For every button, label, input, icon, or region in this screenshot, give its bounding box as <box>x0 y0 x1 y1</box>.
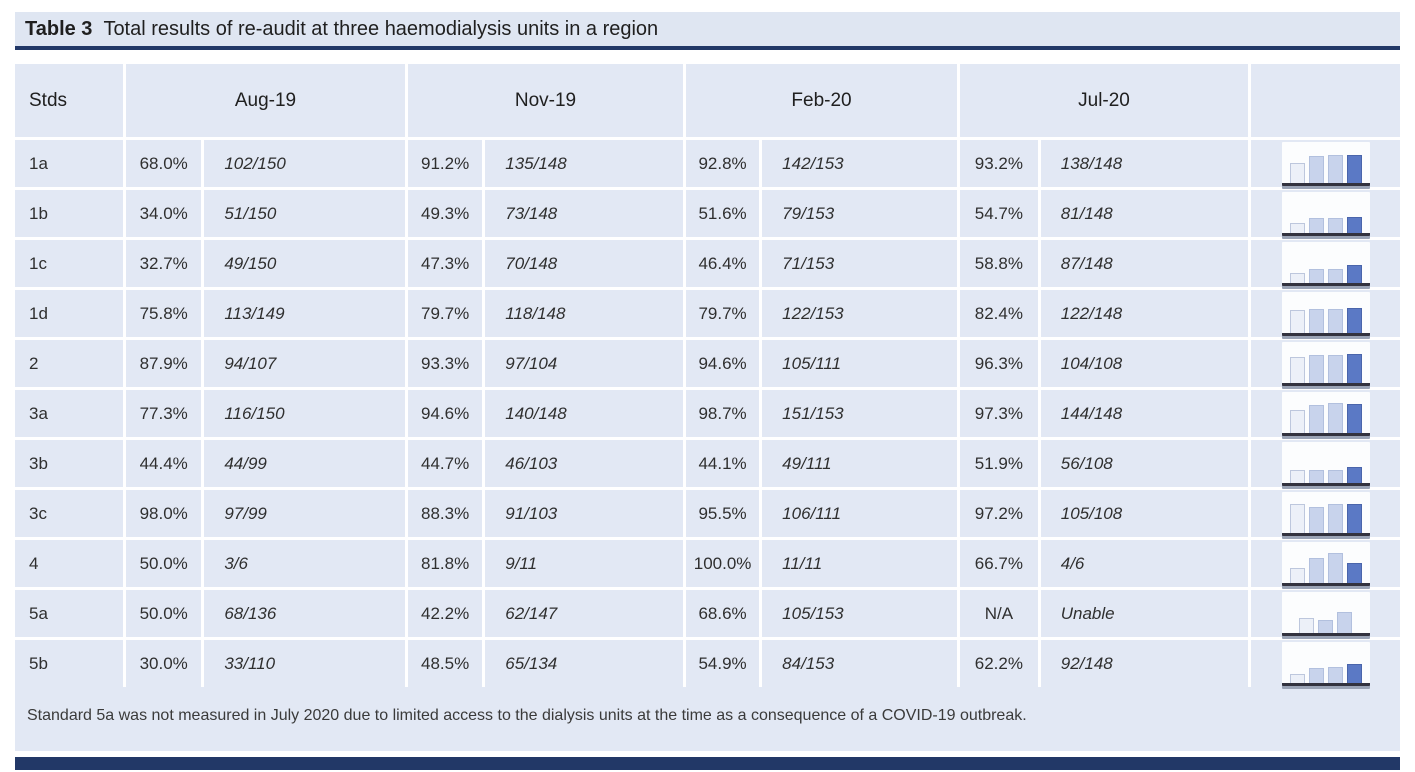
table-title-text: Total results of re-audit at three haemodialysis units in a region <box>103 17 659 40</box>
sparkline-chart <box>1282 242 1370 286</box>
sparkline-cell <box>1248 340 1400 387</box>
period-cell <box>123 440 405 487</box>
sparkline-chart <box>1282 642 1370 686</box>
footnote: Standard 5a was not measured in July 2020 due to limited access to the dialysis units at the time as a consequence of a COVID-19 outbreak. <box>27 707 1027 724</box>
fraction-value: 118/148 <box>482 290 683 337</box>
percentage-value: 44.7% <box>421 453 470 473</box>
sparkline-cell <box>1248 640 1400 687</box>
fraction-value: 65/134 <box>482 640 683 687</box>
spark-bar <box>1290 470 1305 483</box>
percentage-value: 91.2% <box>421 153 470 173</box>
header-sparkline <box>1248 64 1400 137</box>
fraction-value: 87/148 <box>1038 240 1248 287</box>
table-row <box>15 537 1400 587</box>
period-cell <box>405 440 683 487</box>
header-period-jul-20: Jul-20 <box>957 64 1248 137</box>
std-label: 1d <box>29 303 48 323</box>
spark-bar <box>1309 507 1324 533</box>
period-cell <box>957 490 1248 537</box>
percentage-value: 98.0% <box>139 503 188 523</box>
percentage-value: 48.5% <box>421 653 470 673</box>
period-cell <box>683 590 957 637</box>
percentage-value: 62.2% <box>974 653 1023 673</box>
percentage-value: 75.8% <box>139 303 188 323</box>
percentage-value: 68.6% <box>698 603 747 623</box>
stds-cell <box>15 140 123 187</box>
fraction-value: 92/148 <box>1038 640 1248 687</box>
period-cell <box>405 490 683 537</box>
fraction-value: 135/148 <box>482 140 683 187</box>
sparkline-cell <box>1248 240 1400 287</box>
table-row <box>15 637 1400 687</box>
fraction-value: 151/153 <box>759 390 957 437</box>
period-cell <box>683 140 957 187</box>
sparkline-chart <box>1282 492 1370 536</box>
percentage-value: 66.7% <box>974 553 1023 573</box>
stds-cell <box>15 390 123 437</box>
table-title-band <box>15 12 1400 46</box>
fraction-value: 9/11 <box>482 540 683 587</box>
fraction-value: 3/6 <box>201 540 405 587</box>
percentage-value: 44.1% <box>698 453 747 473</box>
percentage-value: 100.0% <box>693 553 752 573</box>
table-header-row <box>15 64 1400 137</box>
sparkline-chart <box>1282 142 1370 186</box>
fraction-value: 140/148 <box>482 390 683 437</box>
std-label: 2 <box>29 353 39 373</box>
period-cell <box>683 240 957 287</box>
fraction-value: 56/108 <box>1038 440 1248 487</box>
percentage-value: 88.3% <box>421 503 470 523</box>
stds-cell <box>15 340 123 387</box>
percentage-value: 95.5% <box>698 503 747 523</box>
percentage-value: 93.2% <box>974 153 1023 173</box>
period-cell <box>123 290 405 337</box>
std-label: 4 <box>29 553 39 573</box>
period-cell <box>123 340 405 387</box>
spark-bar <box>1347 155 1362 183</box>
percentage-value: 58.8% <box>974 253 1023 273</box>
period-cell <box>123 390 405 437</box>
std-label: 1c <box>29 253 47 273</box>
spark-bar <box>1347 563 1362 583</box>
period-cell <box>957 440 1248 487</box>
percentage-value: 44.4% <box>139 453 188 473</box>
spark-bar <box>1328 218 1343 233</box>
period-cell <box>405 290 683 337</box>
spark-bar <box>1328 667 1343 683</box>
spark-bar <box>1347 504 1362 533</box>
sparkline-chart <box>1282 392 1370 436</box>
fraction-value: 51/150 <box>201 190 405 237</box>
period-cell <box>123 540 405 587</box>
spark-bar <box>1290 674 1305 683</box>
period-cell <box>683 290 957 337</box>
spark-bar <box>1337 612 1352 633</box>
std-label: 1b <box>29 203 48 223</box>
spark-bar <box>1309 558 1324 583</box>
spark-bar <box>1290 273 1305 283</box>
table-number-label: Table 3 <box>25 17 93 40</box>
period-cell <box>957 240 1248 287</box>
sparkline-cell <box>1248 290 1400 337</box>
period-cell <box>405 390 683 437</box>
table-panel <box>15 64 1400 751</box>
spark-bar <box>1347 217 1362 233</box>
percentage-value: 94.6% <box>698 353 747 373</box>
fraction-value: 116/150 <box>201 390 405 437</box>
percentage-value: 54.9% <box>698 653 747 673</box>
percentage-value: 93.3% <box>421 353 470 373</box>
sparkline-cell <box>1248 190 1400 237</box>
spark-bar <box>1347 404 1362 433</box>
period-cell <box>957 540 1248 587</box>
stds-cell <box>15 590 123 637</box>
sparkline-cell <box>1248 590 1400 637</box>
bottom-rule <box>15 757 1400 770</box>
spark-bar <box>1347 308 1362 333</box>
sparkline-chart <box>1282 442 1370 486</box>
stds-cell <box>15 190 123 237</box>
table-row <box>15 187 1400 237</box>
period-cell <box>405 140 683 187</box>
std-label: 3c <box>29 503 47 523</box>
percentage-value: 79.7% <box>698 303 747 323</box>
percentage-value: 49.3% <box>421 203 470 223</box>
table-row <box>15 437 1400 487</box>
fraction-value: 46/103 <box>482 440 683 487</box>
period-cell <box>957 190 1248 237</box>
spark-bar <box>1290 223 1305 233</box>
sparkline-chart <box>1282 542 1370 586</box>
percentage-value: 50.0% <box>139 553 188 573</box>
fraction-value: 62/147 <box>482 590 683 637</box>
fraction-value: 106/111 <box>759 490 957 537</box>
period-cell <box>405 240 683 287</box>
fraction-value: 97/99 <box>201 490 405 537</box>
spark-bar <box>1318 620 1333 633</box>
sparkline-cell <box>1248 490 1400 537</box>
percentage-value: 50.0% <box>139 603 188 623</box>
fraction-value: 71/153 <box>759 240 957 287</box>
period-cell <box>957 590 1248 637</box>
spark-bar <box>1309 269 1324 283</box>
fraction-value: 49/111 <box>759 440 957 487</box>
spark-bar <box>1347 467 1362 483</box>
percentage-value: 68.0% <box>139 153 188 173</box>
period-cell <box>683 190 957 237</box>
fraction-value: 94/107 <box>201 340 405 387</box>
fraction-value: 91/103 <box>482 490 683 537</box>
spark-bar <box>1290 504 1305 533</box>
fraction-value: 44/99 <box>201 440 405 487</box>
percentage-value: 54.7% <box>974 203 1023 223</box>
percentage-value: 97.3% <box>974 403 1023 423</box>
period-cell <box>683 490 957 537</box>
percentage-value: 97.2% <box>974 503 1023 523</box>
period-cell <box>123 490 405 537</box>
percentage-value: 82.4% <box>974 303 1023 323</box>
table-row <box>15 237 1400 287</box>
percentage-value: 81.8% <box>421 553 470 573</box>
sparkline-cell <box>1248 140 1400 187</box>
fraction-value: 11/11 <box>759 540 957 587</box>
percentage-value: 51.9% <box>974 453 1023 473</box>
spark-bar <box>1290 310 1305 333</box>
period-cell <box>957 140 1248 187</box>
fraction-value: 138/148 <box>1038 140 1248 187</box>
stds-cell <box>15 640 123 687</box>
period-cell <box>957 340 1248 387</box>
period-cell <box>683 540 957 587</box>
fraction-value: 68/136 <box>201 590 405 637</box>
spark-bar <box>1328 355 1343 383</box>
period-cell <box>683 440 957 487</box>
spark-bar <box>1328 269 1343 283</box>
percentage-value: 47.3% <box>421 253 470 273</box>
table-row <box>15 287 1400 337</box>
table-row <box>15 137 1400 187</box>
sparkline-cell <box>1248 540 1400 587</box>
period-cell <box>405 590 683 637</box>
fraction-value: Unable <box>1038 590 1248 637</box>
fraction-value: 73/148 <box>482 190 683 237</box>
sparkline-chart <box>1282 292 1370 336</box>
period-cell <box>683 640 957 687</box>
period-cell <box>957 640 1248 687</box>
spark-bar <box>1290 568 1305 583</box>
percentage-value: 32.7% <box>139 253 188 273</box>
header-period-aug-19: Aug-19 <box>123 64 405 137</box>
percentage-value: 46.4% <box>698 253 747 273</box>
period-cell <box>123 190 405 237</box>
fraction-value: 70/148 <box>482 240 683 287</box>
fraction-value: 105/108 <box>1038 490 1248 537</box>
spark-bar <box>1328 470 1343 483</box>
std-label: 5a <box>29 603 48 623</box>
fraction-value: 84/153 <box>759 640 957 687</box>
spark-bar <box>1309 355 1324 383</box>
fraction-value: 97/104 <box>482 340 683 387</box>
fraction-value: 122/153 <box>759 290 957 337</box>
spark-bar <box>1309 309 1324 333</box>
fraction-value: 104/108 <box>1038 340 1248 387</box>
stds-cell <box>15 240 123 287</box>
spark-bar <box>1299 618 1314 633</box>
fraction-value: 105/111 <box>759 340 957 387</box>
fraction-value: 79/153 <box>759 190 957 237</box>
period-cell <box>123 640 405 687</box>
percentage-value: 94.6% <box>421 403 470 423</box>
sparkline-chart <box>1282 342 1370 386</box>
fraction-value: 122/148 <box>1038 290 1248 337</box>
spark-bar <box>1328 553 1343 583</box>
spark-bar <box>1290 357 1305 383</box>
spark-bar <box>1328 403 1343 433</box>
spacer <box>15 50 1400 64</box>
fraction-value: 144/148 <box>1038 390 1248 437</box>
period-cell <box>405 340 683 387</box>
spark-bar <box>1328 309 1343 333</box>
stds-cell <box>15 290 123 337</box>
percentage-value: 42.2% <box>421 603 470 623</box>
period-cell <box>957 390 1248 437</box>
spark-bar <box>1328 155 1343 183</box>
table-row <box>15 337 1400 387</box>
period-cell <box>405 190 683 237</box>
std-label: 3b <box>29 453 48 473</box>
header-period-nov-19: Nov-19 <box>405 64 683 137</box>
fraction-value: 105/153 <box>759 590 957 637</box>
fraction-value: 4/6 <box>1038 540 1248 587</box>
period-cell <box>123 590 405 637</box>
period-cell <box>123 140 405 187</box>
fraction-value: 102/150 <box>201 140 405 187</box>
table-row <box>15 587 1400 637</box>
percentage-value: 34.0% <box>139 203 188 223</box>
percentage-value: 96.3% <box>974 353 1023 373</box>
period-cell <box>405 540 683 587</box>
percentage-value: 92.8% <box>698 153 747 173</box>
stds-cell <box>15 440 123 487</box>
percentage-value: 87.9% <box>139 353 188 373</box>
spark-bar <box>1328 504 1343 533</box>
percentage-value: 51.6% <box>698 203 747 223</box>
percentage-value: 30.0% <box>139 653 188 673</box>
sparkline-chart <box>1282 192 1370 236</box>
table-row <box>15 487 1400 537</box>
spark-bar <box>1309 470 1324 483</box>
not-measured-value: N/A <box>984 603 1014 623</box>
spark-bar <box>1309 156 1324 183</box>
header-period-feb-20: Feb-20 <box>683 64 957 137</box>
spark-bar <box>1347 664 1362 683</box>
spark-bar <box>1290 163 1305 183</box>
stds-cell <box>15 490 123 537</box>
spark-bar <box>1309 405 1324 433</box>
fraction-value: 81/148 <box>1038 190 1248 237</box>
fraction-value: 113/149 <box>201 290 405 337</box>
period-cell <box>123 240 405 287</box>
period-cell <box>405 640 683 687</box>
header-stds: Stds <box>29 89 68 111</box>
fraction-value: 49/150 <box>201 240 405 287</box>
spark-bar <box>1309 668 1324 683</box>
std-label: 5b <box>29 653 48 673</box>
std-label: 3a <box>29 403 48 423</box>
percentage-value: 98.7% <box>698 403 747 423</box>
spark-bar <box>1347 265 1362 283</box>
period-cell <box>683 340 957 387</box>
period-cell <box>683 390 957 437</box>
fraction-value: 142/153 <box>759 140 957 187</box>
spark-bar <box>1347 354 1362 383</box>
std-label: 1a <box>29 153 48 173</box>
table-row <box>15 387 1400 437</box>
fraction-value: 33/110 <box>201 640 405 687</box>
spark-bar <box>1290 410 1305 433</box>
sparkline-cell <box>1248 440 1400 487</box>
sparkline-cell <box>1248 390 1400 437</box>
stds-cell <box>15 540 123 587</box>
spark-bar <box>1309 218 1324 233</box>
percentage-value: 79.7% <box>421 303 470 323</box>
sparkline-chart <box>1282 592 1370 636</box>
period-cell <box>957 290 1248 337</box>
percentage-value: 77.3% <box>139 403 188 423</box>
